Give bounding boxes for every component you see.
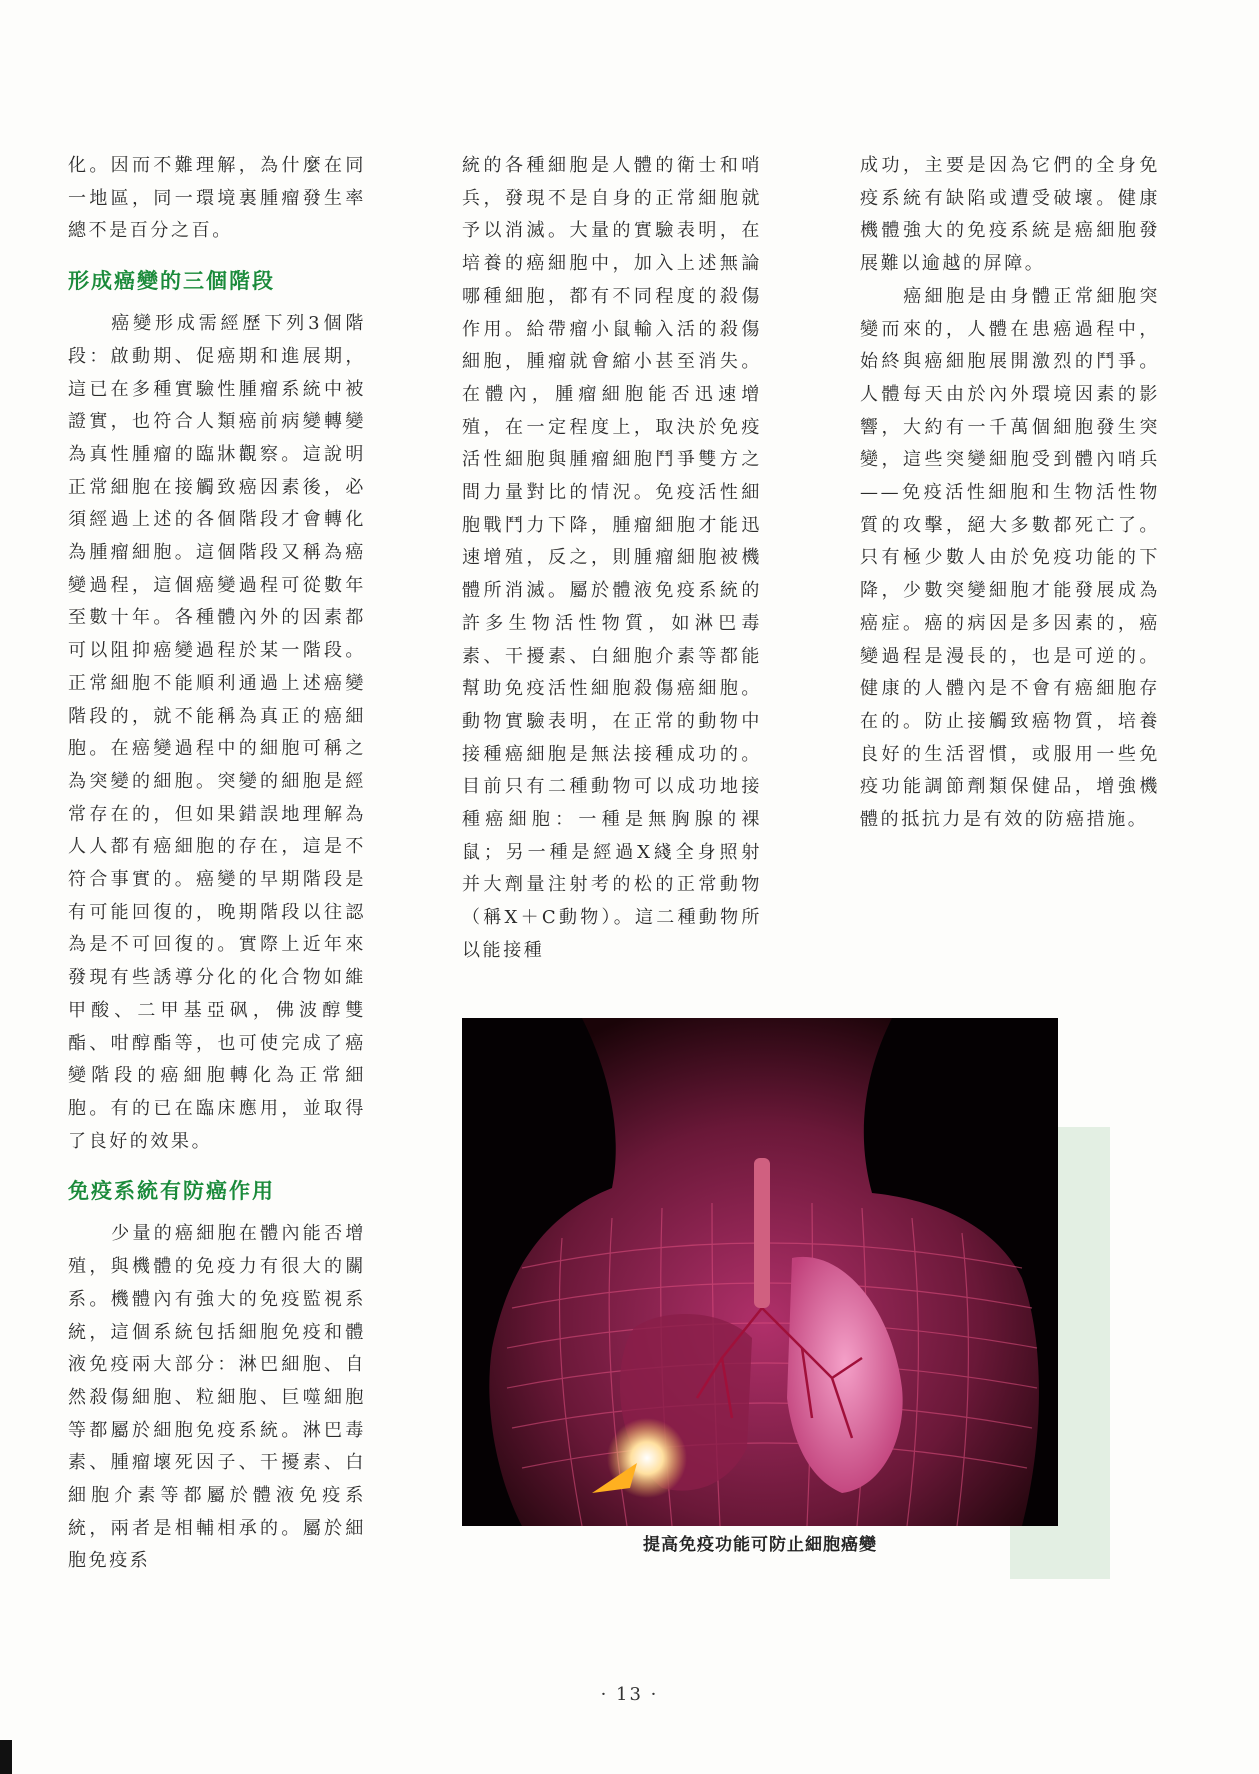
section-heading: 免疫系統有防癌作用 — [68, 1179, 275, 1204]
figure-caption: 提高免疫功能可防止細胞癌變 — [643, 1535, 877, 1555]
paragraph: 化。因而不難理解，為什麼在同一地區，同一環境裏腫瘤發生率總不是百分之百。 — [68, 155, 366, 242]
paragraph: 癌變形成需經歷下列3個階段：啟動期、促癌期和進展期，這已在多種實驗性腫瘤系統中被證實，也符合人類癌前病變轉變為真性腫瘤的臨牀觀察。這說明正常細胞在接觸致癌因素後，必須經過上述的各個階段才會轉化為腫瘤細胞。這個階段又稱為癌變過程，這個癌變過程可從數年至數十年。各種體內外的因素都可以阻抑癌變過程於某一階段。正常細胞不能順利通過上述癌變階段的，就不能稱為真正的癌細胞。在癌變過程中的細胞可稱之為突變的細胞。突變的細胞是經常存在的，但如果錯誤地理解為人人都有癌細胞的存在，這是不符合事實的。癌變的早期階段是有可能回復的，晚期階段以往認為是不可回復的。實際上近年來發現有些誘導分化的化合物如維甲酸、二甲基亞砜，佛波醇雙酯、咁醇酯等，也可使完成了癌變階段的癌細胞轉化為正常細胞。有的已在臨床應用，並取得了良好的效果。 — [68, 313, 366, 1152]
page-number: · 13 · — [600, 1684, 659, 1705]
paragraph: 少量的癌細胞在體內能否增殖，與機體的免疫力有很大的關系。機體內有強大的免疫監視系統，這個系統包括細胞免疫和體液免疫兩大部分：淋巴細胞、自然殺傷細胞、粒細胞、巨噬細胞等都屬於細胞免疫系統。淋巴毒素、腫瘤壞死因子、干擾素、白細胞介素等都屬於體液免疫系統，兩者是相輔相承的。屬於細胞免疫系 — [68, 1223, 366, 1572]
lungs-illustration — [462, 1018, 1058, 1526]
text-column-3 — [860, 150, 1160, 837]
paragraph: 統的各種細胞是人體的衛士和哨兵，發現不是自身的正常細胞就予以消滅。大量的實驗表明，在培養的癌細胞中，加入上述無論哪種細胞，都有不同程度的殺傷作用。給帶瘤小鼠輸入活的殺傷細胞，腫瘤就會縮小甚至消失。在體內，腫瘤細胞能否迅速增殖，在一定程度上，取決於免疫活性細胞與腫瘤細胞鬥爭雙方之間力量對比的情況。免疫活性細胞戰鬥力下降，腫瘤細胞才能迅速增殖，反之，則腫瘤細胞被機體所消滅。屬於體液免疫系統的許多生物活性物質，如淋巴毒素、干擾素、白細胞介素等都能幫助免疫活性細胞殺傷癌細胞。動物實驗表明，在正常的動物中接種癌細胞是無法接種成功的。目前只有二種動物可以成功地接種癌細胞：一種是無胸腺的裸鼠；另一種是經過X綫全身照射并大劑量注射考的松的正常動物（稱X＋C動物）。這二種動物所以能接種 — [462, 155, 762, 961]
trachea — [754, 1158, 770, 1308]
scan-edge-mark — [0, 1740, 12, 1774]
section-heading: 形成癌變的三個階段 — [68, 269, 275, 294]
text-column-2 — [462, 150, 762, 968]
paragraph: 癌細胞是由身體正常細胞突變而來的，人體在患癌過程中，始終與癌細胞展開激烈的鬥爭。人體每天由於內外環境因素的影響，大約有一千萬個細胞發生突變，這些突變細胞受到體內哨兵——免疫活性細胞和生物活性物質的攻擊，絕大多數都死亡了。只有極少數人由於免疫功能的下降，少數突變細胞才能發展成為癌症。癌的病因是多因素的，癌變過程是漫長的，也是可逆的。健康的人體內是不會有癌細胞存在的。防止接觸致癌物質，培養良好的生活習慣，或服用一些免疫功能調節劑類保健品，增強機體的抵抗力是有效的防癌措施。 — [860, 285, 1160, 831]
paragraph: 成功，主要是因為它們的全身免疫系統有缺陷或遭受破壞。健康機體強大的免疫系統是癌細胞發展難以逾越的屏障。 — [860, 155, 1160, 275]
text-column-1 — [68, 150, 366, 1578]
